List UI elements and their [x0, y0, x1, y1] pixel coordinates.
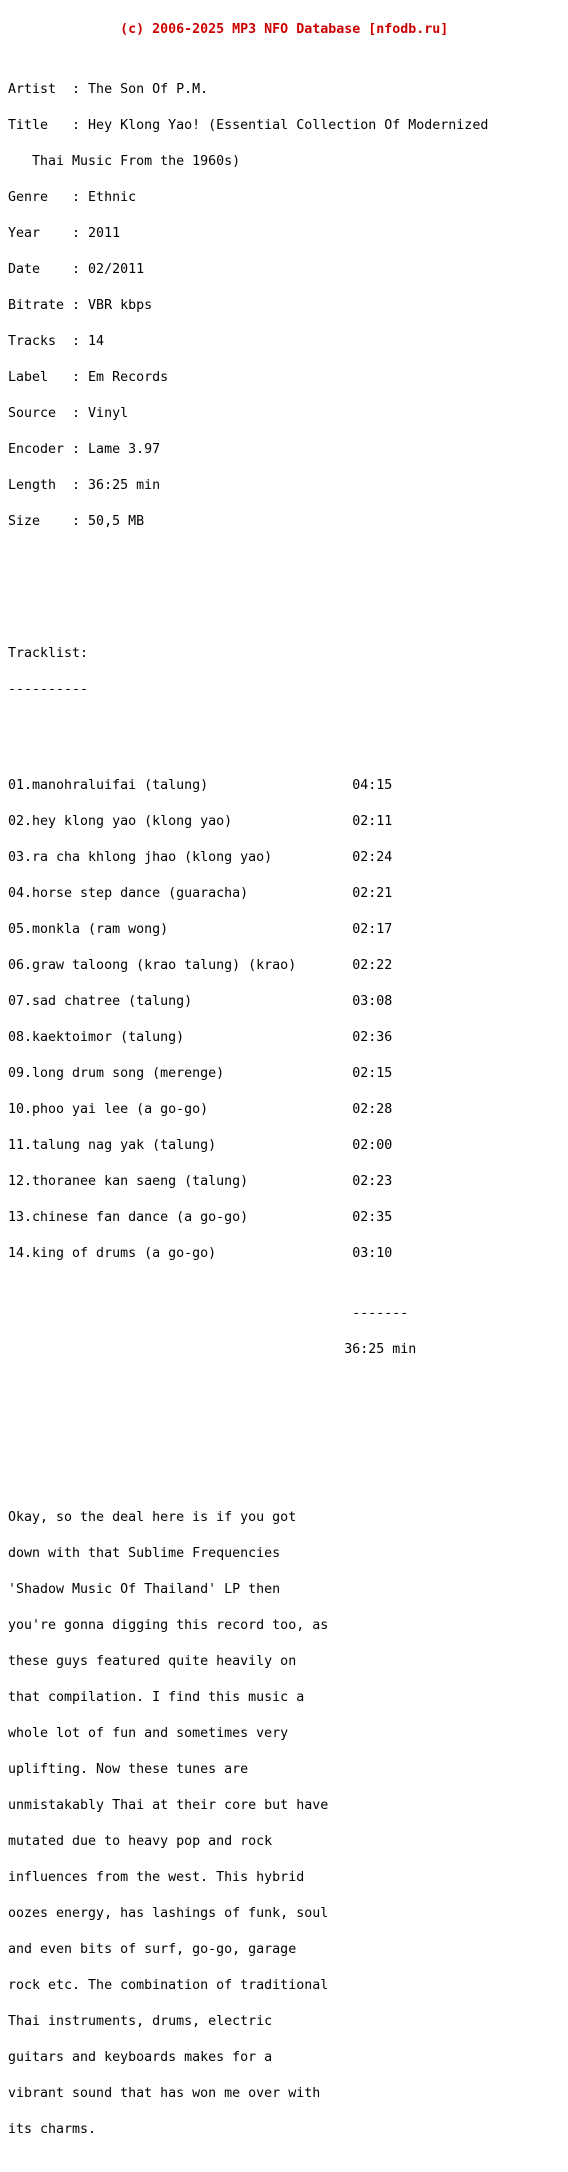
review-line: oozes energy, has lashings of funk, soul: [8, 1906, 329, 1921]
tracklist-header: Tracklist:: [8, 646, 89, 661]
tracklist-underline: ----------: [8, 682, 89, 697]
info-size: Size : 50,5 MB: [8, 514, 145, 529]
track-row: 04.horse step dance (guaracha) 02:21: [8, 886, 393, 901]
track-row: 05.monkla (ram wong) 02:17: [8, 922, 393, 937]
track-row: 01.manohraluifai (talung) 04:15: [8, 778, 393, 793]
info-length: Length : 36:25 min: [8, 478, 161, 493]
info-genre: Genre : Ethnic: [8, 190, 137, 205]
review-line: rock etc. The combination of traditional: [8, 1978, 329, 1993]
review-line: 'Shadow Music Of Thailand' LP then: [8, 1582, 281, 1597]
blank-line: [8, 720, 488, 732]
track-row: 12.thoranee kan saeng (talung) 02:23: [8, 1174, 393, 1189]
review-line: Okay, so the deal here is if you got: [8, 1510, 297, 1525]
copyright-credit: (c) 2006-2025 MP3 NFO Database [nfodb.ru]: [8, 22, 449, 37]
review-line: and even bits of surf, go-go, garage: [8, 1942, 297, 1957]
total-rule: -------: [8, 1306, 409, 1321]
review-line: influences from the west. This hybrid: [8, 1870, 305, 1885]
info-title-continued: Thai Music From the 1960s): [8, 154, 241, 169]
nfo-text: [8, 0, 488, 2172]
track-row: 13.chinese fan dance (a go-go) 02:35: [8, 1210, 393, 1225]
info-title: Title : Hey Klong Yao! (Essential Collection Of Modernized: [8, 118, 489, 133]
review-line: vibrant sound that has won me over with: [8, 2086, 321, 2101]
blank-line: [8, 612, 488, 624]
track-row: 02.hey klong yao (klong yao) 02:11: [8, 814, 393, 829]
review-line: guitars and keyboards makes for a: [8, 2050, 273, 2065]
track-row: 14.king of drums (a go-go) 03:10: [8, 1246, 393, 1261]
info-tracks: Tracks : 14: [8, 334, 105, 349]
blank-line: [8, 1416, 488, 1428]
release-info: [8, 60, 488, 552]
info-year: Year : 2011: [8, 226, 121, 241]
review-line: unmistakably Thai at their core but have: [8, 1798, 329, 1813]
review-text: [8, 1488, 488, 2160]
info-source: Source : Vinyl: [8, 406, 129, 421]
review-line: its charms.: [8, 2122, 97, 2137]
review-line: mutated due to heavy pop and rock: [8, 1834, 273, 1849]
info-bitrate: Bitrate : VBR kbps: [8, 298, 153, 313]
review-line: Thai instruments, drums, electric: [8, 2014, 273, 2029]
info-label: Label : Em Records: [8, 370, 169, 385]
review-line: that compilation. I find this music a: [8, 1690, 305, 1705]
track-row: 09.long drum song (merenge) 02:15: [8, 1066, 393, 1081]
track-row: 10.phoo yai lee (a go-go) 02:28: [8, 1102, 393, 1117]
info-encoder: Encoder : Lame 3.97: [8, 442, 161, 457]
review-line: whole lot of fun and sometimes very: [8, 1726, 289, 1741]
track-row: 03.ra cha khlong jhao (klong yao) 02:24: [8, 850, 393, 865]
info-date: Date : 02/2011: [8, 262, 145, 277]
blank-line: [8, 1380, 488, 1392]
review-line: you're gonna digging this record too, as: [8, 1618, 329, 1633]
track-row: 08.kaektoimor (talung) 02:36: [8, 1030, 393, 1045]
review-line: uplifting. Now these tunes are: [8, 1762, 249, 1777]
track-row: 06.graw taloong (krao talung) (krao) 02:22: [8, 958, 393, 973]
info-artist: Artist : The Son Of P.M.: [8, 82, 209, 97]
review-line: down with that Sublime Frequencies: [8, 1546, 281, 1561]
review-line: these guys featured quite heavily on: [8, 1654, 297, 1669]
tracklist: [8, 756, 488, 1284]
track-row: 11.talung nag yak (talung) 02:00: [8, 1138, 393, 1153]
blank-line: [8, 1452, 488, 1464]
track-row: 07.sad chatree (talung) 03:08: [8, 994, 393, 1009]
blank-line: [8, 576, 488, 588]
total-length: 36:25 min: [8, 1342, 417, 1357]
